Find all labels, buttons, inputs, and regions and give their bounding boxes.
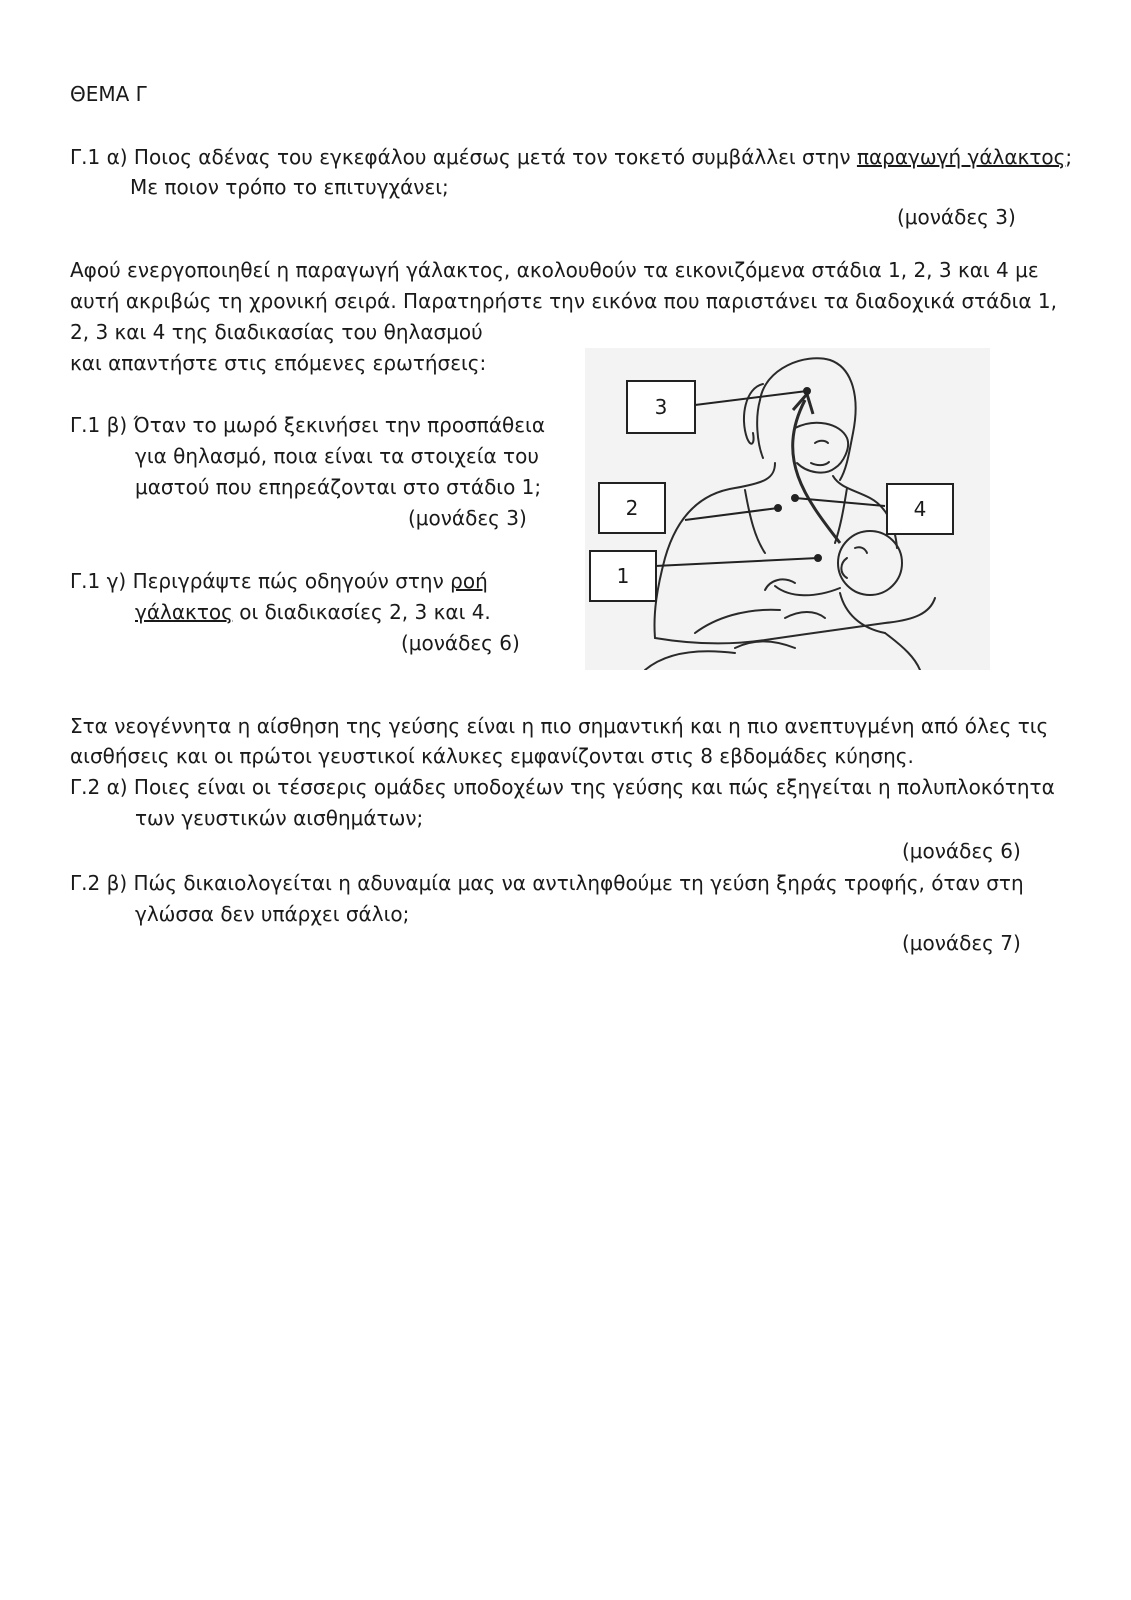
underlined-flow: ροή (450, 569, 488, 593)
question-g1c-line2 (135, 602, 491, 622)
section-heading: ΘΕΜΑ Γ (70, 82, 147, 106)
question-g1c-text-2: οι διαδικασίες 2, 3 και 4. (232, 600, 491, 624)
taste-intro-line2: αισθήσεις και οι πρώτοι γευστικοί κάλυκες εμφανίζονται στις 8 εβδομάδες κύησης. (70, 744, 914, 768)
question-g1a-text: Γ.1 α) Ποιος αδένας του εγκεφάλου αμέσως μετά τον τοκετό συμβάλλει στην (70, 145, 857, 169)
underlined-milk-production: παραγωγή γάλακτος (856, 145, 1066, 169)
underlined-milk: γάλακτος (135, 600, 233, 624)
figure-label-4: 4 (886, 483, 954, 535)
question-g2a-line1: Γ.2 α) Ποιες είναι οι τέσσερις ομάδες υποδοχέων της γεύσης και πώς εξηγείται η πολυπλοκότητα (70, 775, 1055, 799)
question-g1c-points: (μονάδες 6) (401, 631, 520, 655)
intro-line4: και απαντήστε στις επόμενες ερωτήσεις: (70, 351, 487, 375)
question-g2b-line1: Γ.2 β) Πώς δικαιολογείται η αδυναμία μας να αντιληφθούμε τη γεύση ξηράς τροφής, όταν στη (70, 871, 1024, 895)
intro-line1: Αφού ενεργοποιηθεί η παραγωγή γάλακτος, ακολουθούν τα εικονιζόμενα στάδια 1, 2, 3 και 4 με (70, 258, 1039, 282)
figure-label-1: 1 (589, 550, 657, 602)
figure-label-3: 3 (626, 380, 696, 434)
question-g1a-points: (μονάδες 3) (897, 205, 1016, 229)
figure-label-2: 2 (598, 482, 666, 534)
question-g2a-line2: των γευστικών αισθημάτων; (135, 806, 424, 830)
question-mark: ; (1065, 145, 1073, 169)
intro-line2: αυτή ακριβώς τη χρονική σειρά. Παρατηρήστε την εικόνα που παριστάνει τα διαδοχικά στάδια 1, (70, 289, 1057, 313)
question-g2b-line2: γλώσσα δεν υπάρχει σάλιο; (135, 902, 410, 926)
question-g1a-line1 (70, 147, 1072, 167)
question-g1b-line3: μαστού που επηρεάζονται στο στάδιο 1; (135, 475, 542, 499)
question-g1c-line1 (70, 571, 488, 591)
question-g1c-text: Γ.1 γ) Περιγράψτε πώς οδηγούν στην (70, 569, 451, 593)
question-g1b-line1: Γ.1 β) Όταν το μωρό ξεκινήσει την προσπάθεια (70, 413, 545, 437)
taste-intro-line1: Στα νεογέννητα η αίσθηση της γεύσης είναι η πιο σημαντική και η πιο ανεπτυγμένη από όλες τις (70, 714, 1049, 738)
question-g1a-line2: Με ποιον τρόπο το επιτυγχάνει; (130, 175, 449, 199)
intro-line3: 2, 3 και 4 της διαδικασίας του θηλασμού (70, 320, 483, 344)
question-g2b-points: (μονάδες 7) (902, 931, 1021, 955)
question-g1b-line2: για θηλασμό, ποια είναι τα στοιχεία του (135, 444, 539, 468)
question-g2a-points: (μονάδες 6) (902, 839, 1021, 863)
question-g1b-points: (μονάδες 3) (408, 506, 527, 530)
